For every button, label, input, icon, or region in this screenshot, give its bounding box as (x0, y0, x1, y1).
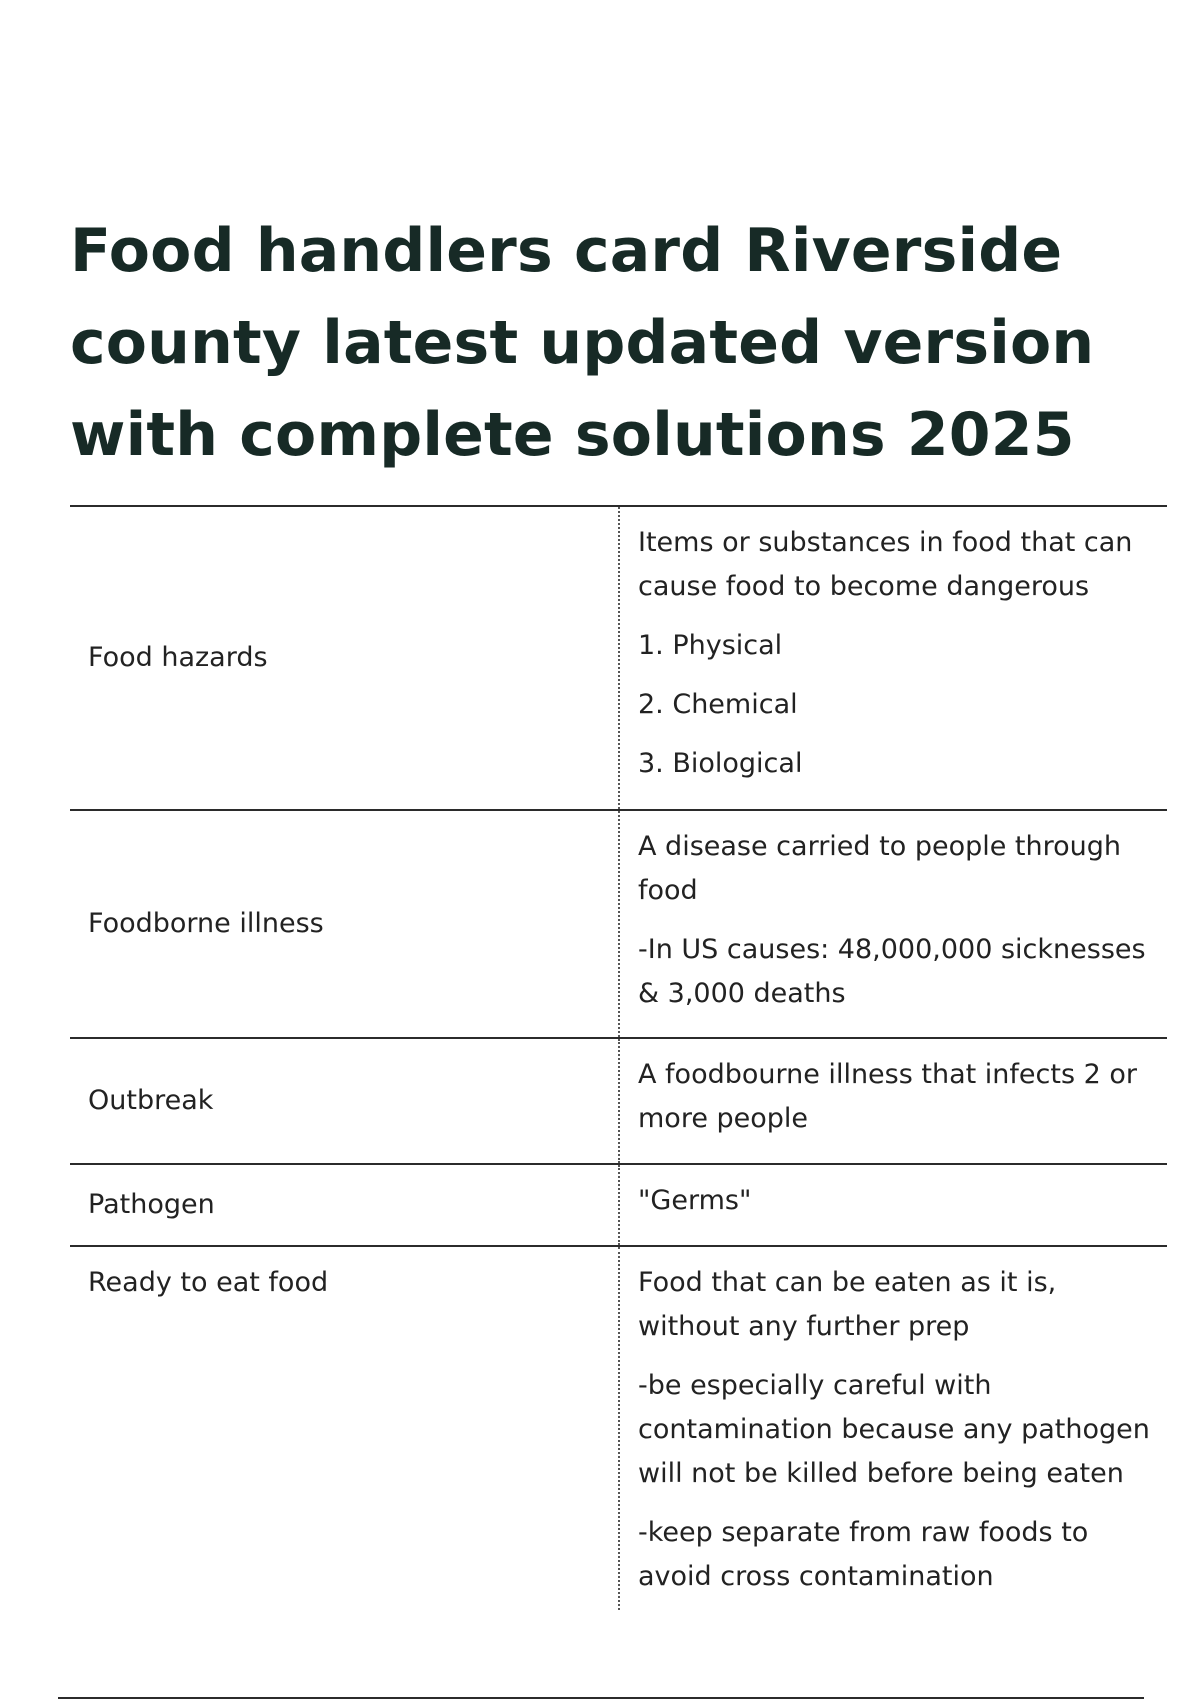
definition-cell (618, 1165, 1167, 1245)
term-cell (70, 507, 618, 809)
definition-cell (618, 1247, 1167, 1610)
definition-text: A foodbourne illness that infects 2 or more people (638, 1059, 1137, 1134)
term-label: Food hazards (88, 642, 268, 673)
term-cell (70, 1165, 618, 1245)
footer-divider (58, 1697, 1144, 1699)
definition-note: -In US causes: 48,000,000 sicknesses & 3,000 deaths (638, 934, 1146, 1009)
term-cell (70, 1247, 618, 1610)
term-cell (70, 1039, 618, 1163)
definition-text: A disease carried to people through food (638, 831, 1122, 906)
definition-cell (618, 811, 1167, 1037)
term-label: Pathogen (88, 1189, 215, 1220)
definition-text: Food that can be eaten as it is, without any further prep (638, 1267, 1057, 1342)
definition-text: "Germs" (638, 1185, 752, 1216)
definition-list-item: 1. Physical (638, 630, 783, 661)
definition-cell (618, 507, 1167, 809)
definition-note: -keep separate from raw foods to avoid cross contamination (638, 1517, 1089, 1592)
page-title: Food handlers card Riverside county latest updated version with complete solutions 2025 (70, 216, 1095, 470)
definition-list-item: 2. Chemical (638, 689, 798, 720)
definition-note: -be especially careful with contamination because any pathogen will not be killed before being eaten (638, 1370, 1150, 1489)
table-row (70, 1037, 1167, 1163)
definition-cell (618, 1039, 1167, 1163)
term-label: Ready to eat food (88, 1267, 329, 1298)
definition-list-item: 3. Biological (638, 748, 803, 779)
term-cell (70, 811, 618, 1037)
table-row (70, 1163, 1167, 1245)
table-row (70, 809, 1167, 1037)
table-row (70, 507, 1167, 809)
term-label: Outbreak (88, 1085, 214, 1116)
definition-text: Items or substances in food that can cause food to become dangerous (638, 527, 1133, 602)
term-label: Foodborne illness (88, 908, 324, 939)
table-row (70, 1245, 1167, 1610)
terms-table (70, 505, 1167, 1610)
